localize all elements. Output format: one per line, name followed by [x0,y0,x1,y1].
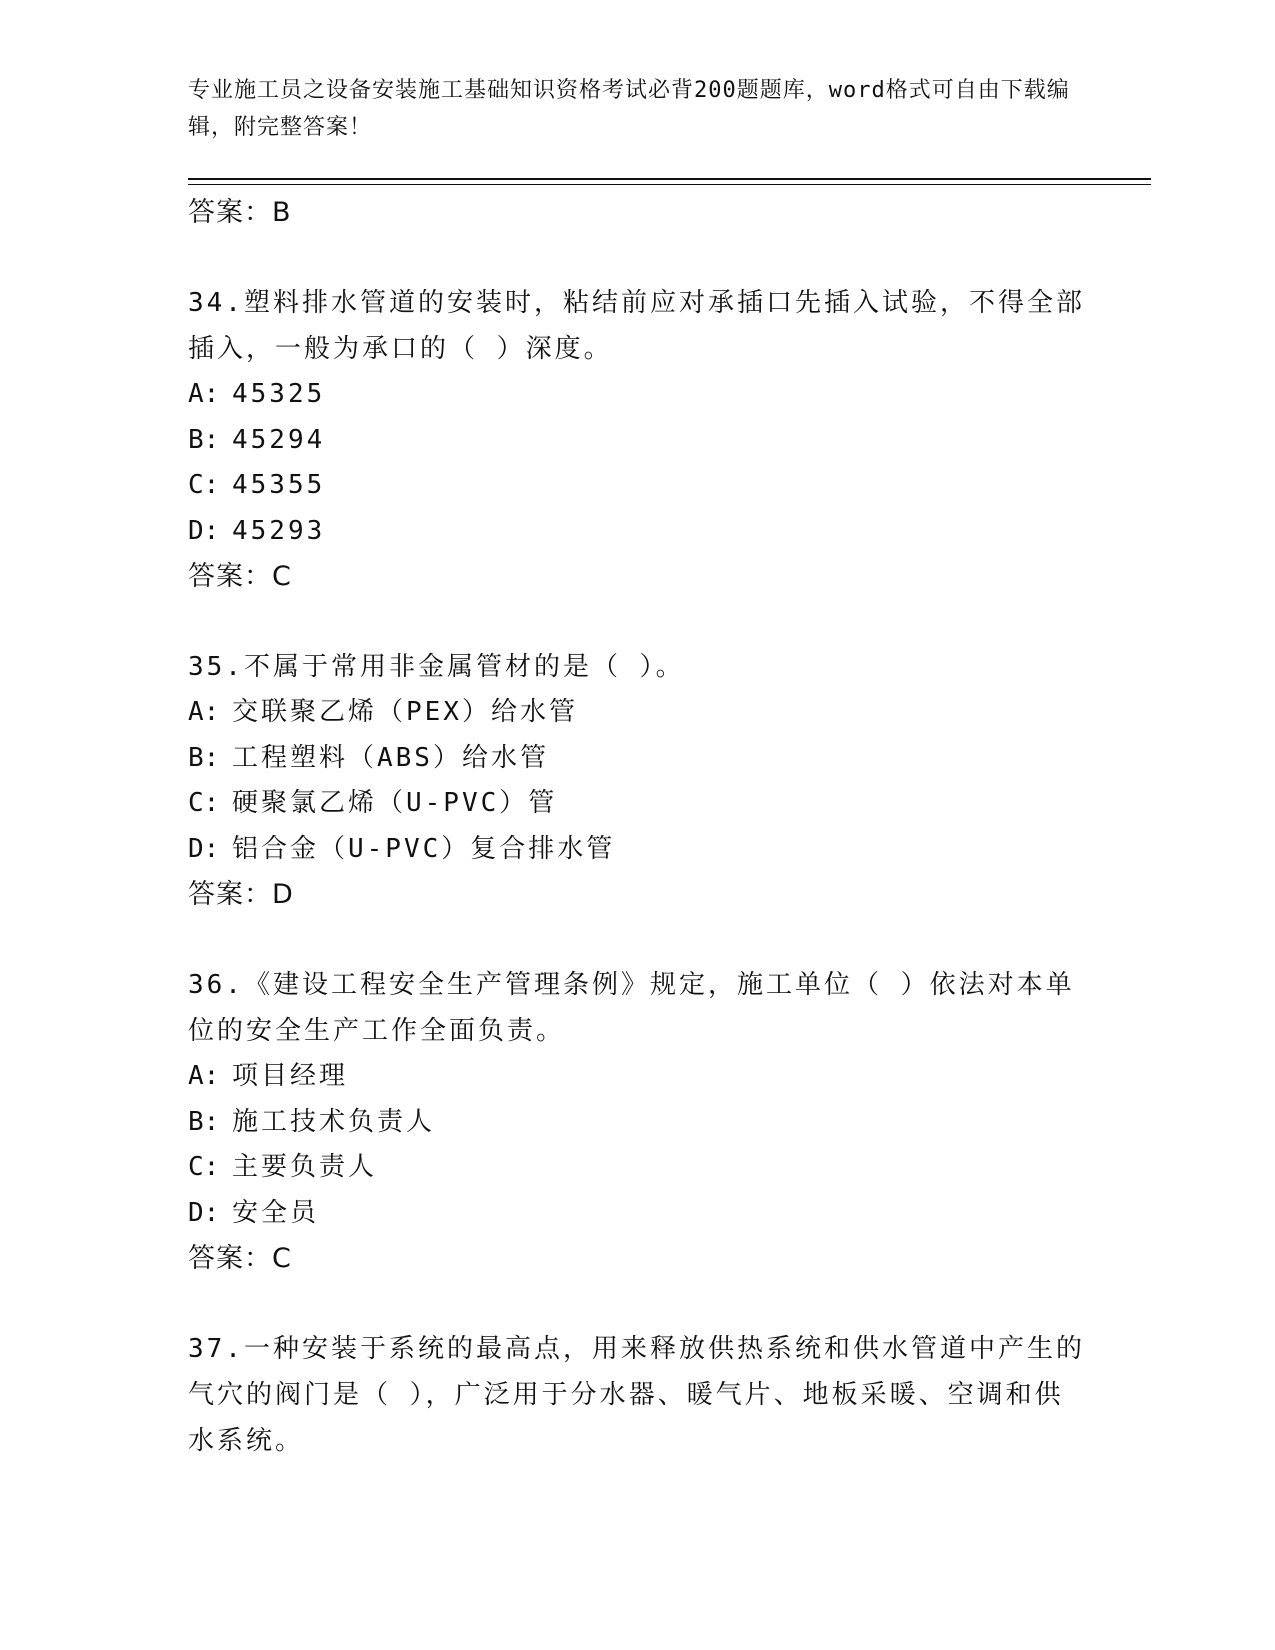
option-b [188,418,1088,464]
option-letter: A: [188,697,220,727]
option-letter: C: [188,1152,220,1182]
question-text: 34.塑料排水管道的安装时，粘结前应对承插口先插入试验，不得全部插入，一般为承口的（ ）深度。 [188,288,1085,364]
question-text: 35.不属于常用非金属管材的是（ ）。 [188,652,685,682]
option-letter: A: [188,379,220,409]
option-letter: C: [188,788,220,818]
option-text: 主要负责人 [232,1152,378,1182]
option-text: 45293 [232,515,326,546]
option-d [188,1191,1088,1237]
option-text: 安全员 [232,1197,320,1228]
answer-line: 答案：B [188,197,292,228]
option-d [188,827,1088,873]
option-text: 项目经理 [232,1061,349,1091]
header-divider-thick [188,178,1151,180]
option-a [188,372,1088,418]
option-text: 45355 [232,470,326,500]
option-c [188,781,1088,827]
option-letter: B: [188,742,220,773]
question-block [188,962,1088,1282]
option-text: 45325 [232,379,326,409]
header-divider-thin [188,184,1151,185]
option-letter: B: [188,1106,220,1137]
question-block [188,280,1088,600]
option-letter: B: [188,424,220,455]
option-c [188,1145,1088,1191]
question-text: 36.《建设工程安全生产管理条例》规定，施工单位（ ）依法对本单位的安全生产工作全面负责。 [188,970,1075,1046]
option-letter: D: [188,1197,220,1228]
option-text: 工程塑料（ABS）给水管 [232,742,549,773]
option-b [188,736,1088,782]
answer-line: 答案：C [188,1243,292,1274]
question-text: 37.一种安装于系统的最高点，用来释放供热系统和供水管道中产生的气穴的阀门是（ ），广泛用于分水器、暖气片、地板采暖、空调和供水系统。 [188,1334,1085,1456]
answer-line: 答案：C [188,561,292,592]
option-d [188,509,1088,555]
option-letter: C: [188,470,220,500]
option-letter: A: [188,1061,220,1091]
option-text: 铝合金（U-PVC）复合排水管 [232,833,616,864]
answer-line: 答案：D [188,879,294,910]
document-header: 专业施工员之设备安装施工基础知识资格考试必背200题题库，word格式可自由下载编辑，附完整答案！ [188,78,1070,140]
option-text: 45294 [232,424,326,455]
option-c [188,463,1088,509]
question-block [188,1326,1088,1464]
option-a [188,1054,1088,1100]
option-letter: D: [188,515,220,546]
option-text: 硬聚氯乙烯（U-PVC）管 [232,788,558,818]
option-b [188,1100,1088,1146]
question-block [188,644,1088,918]
option-text: 施工技术负责人 [232,1106,436,1137]
document-body [188,190,1088,1464]
option-text: 交联聚乙烯（PEX）给水管 [232,697,578,727]
option-letter: D: [188,833,220,864]
option-a [188,690,1088,736]
